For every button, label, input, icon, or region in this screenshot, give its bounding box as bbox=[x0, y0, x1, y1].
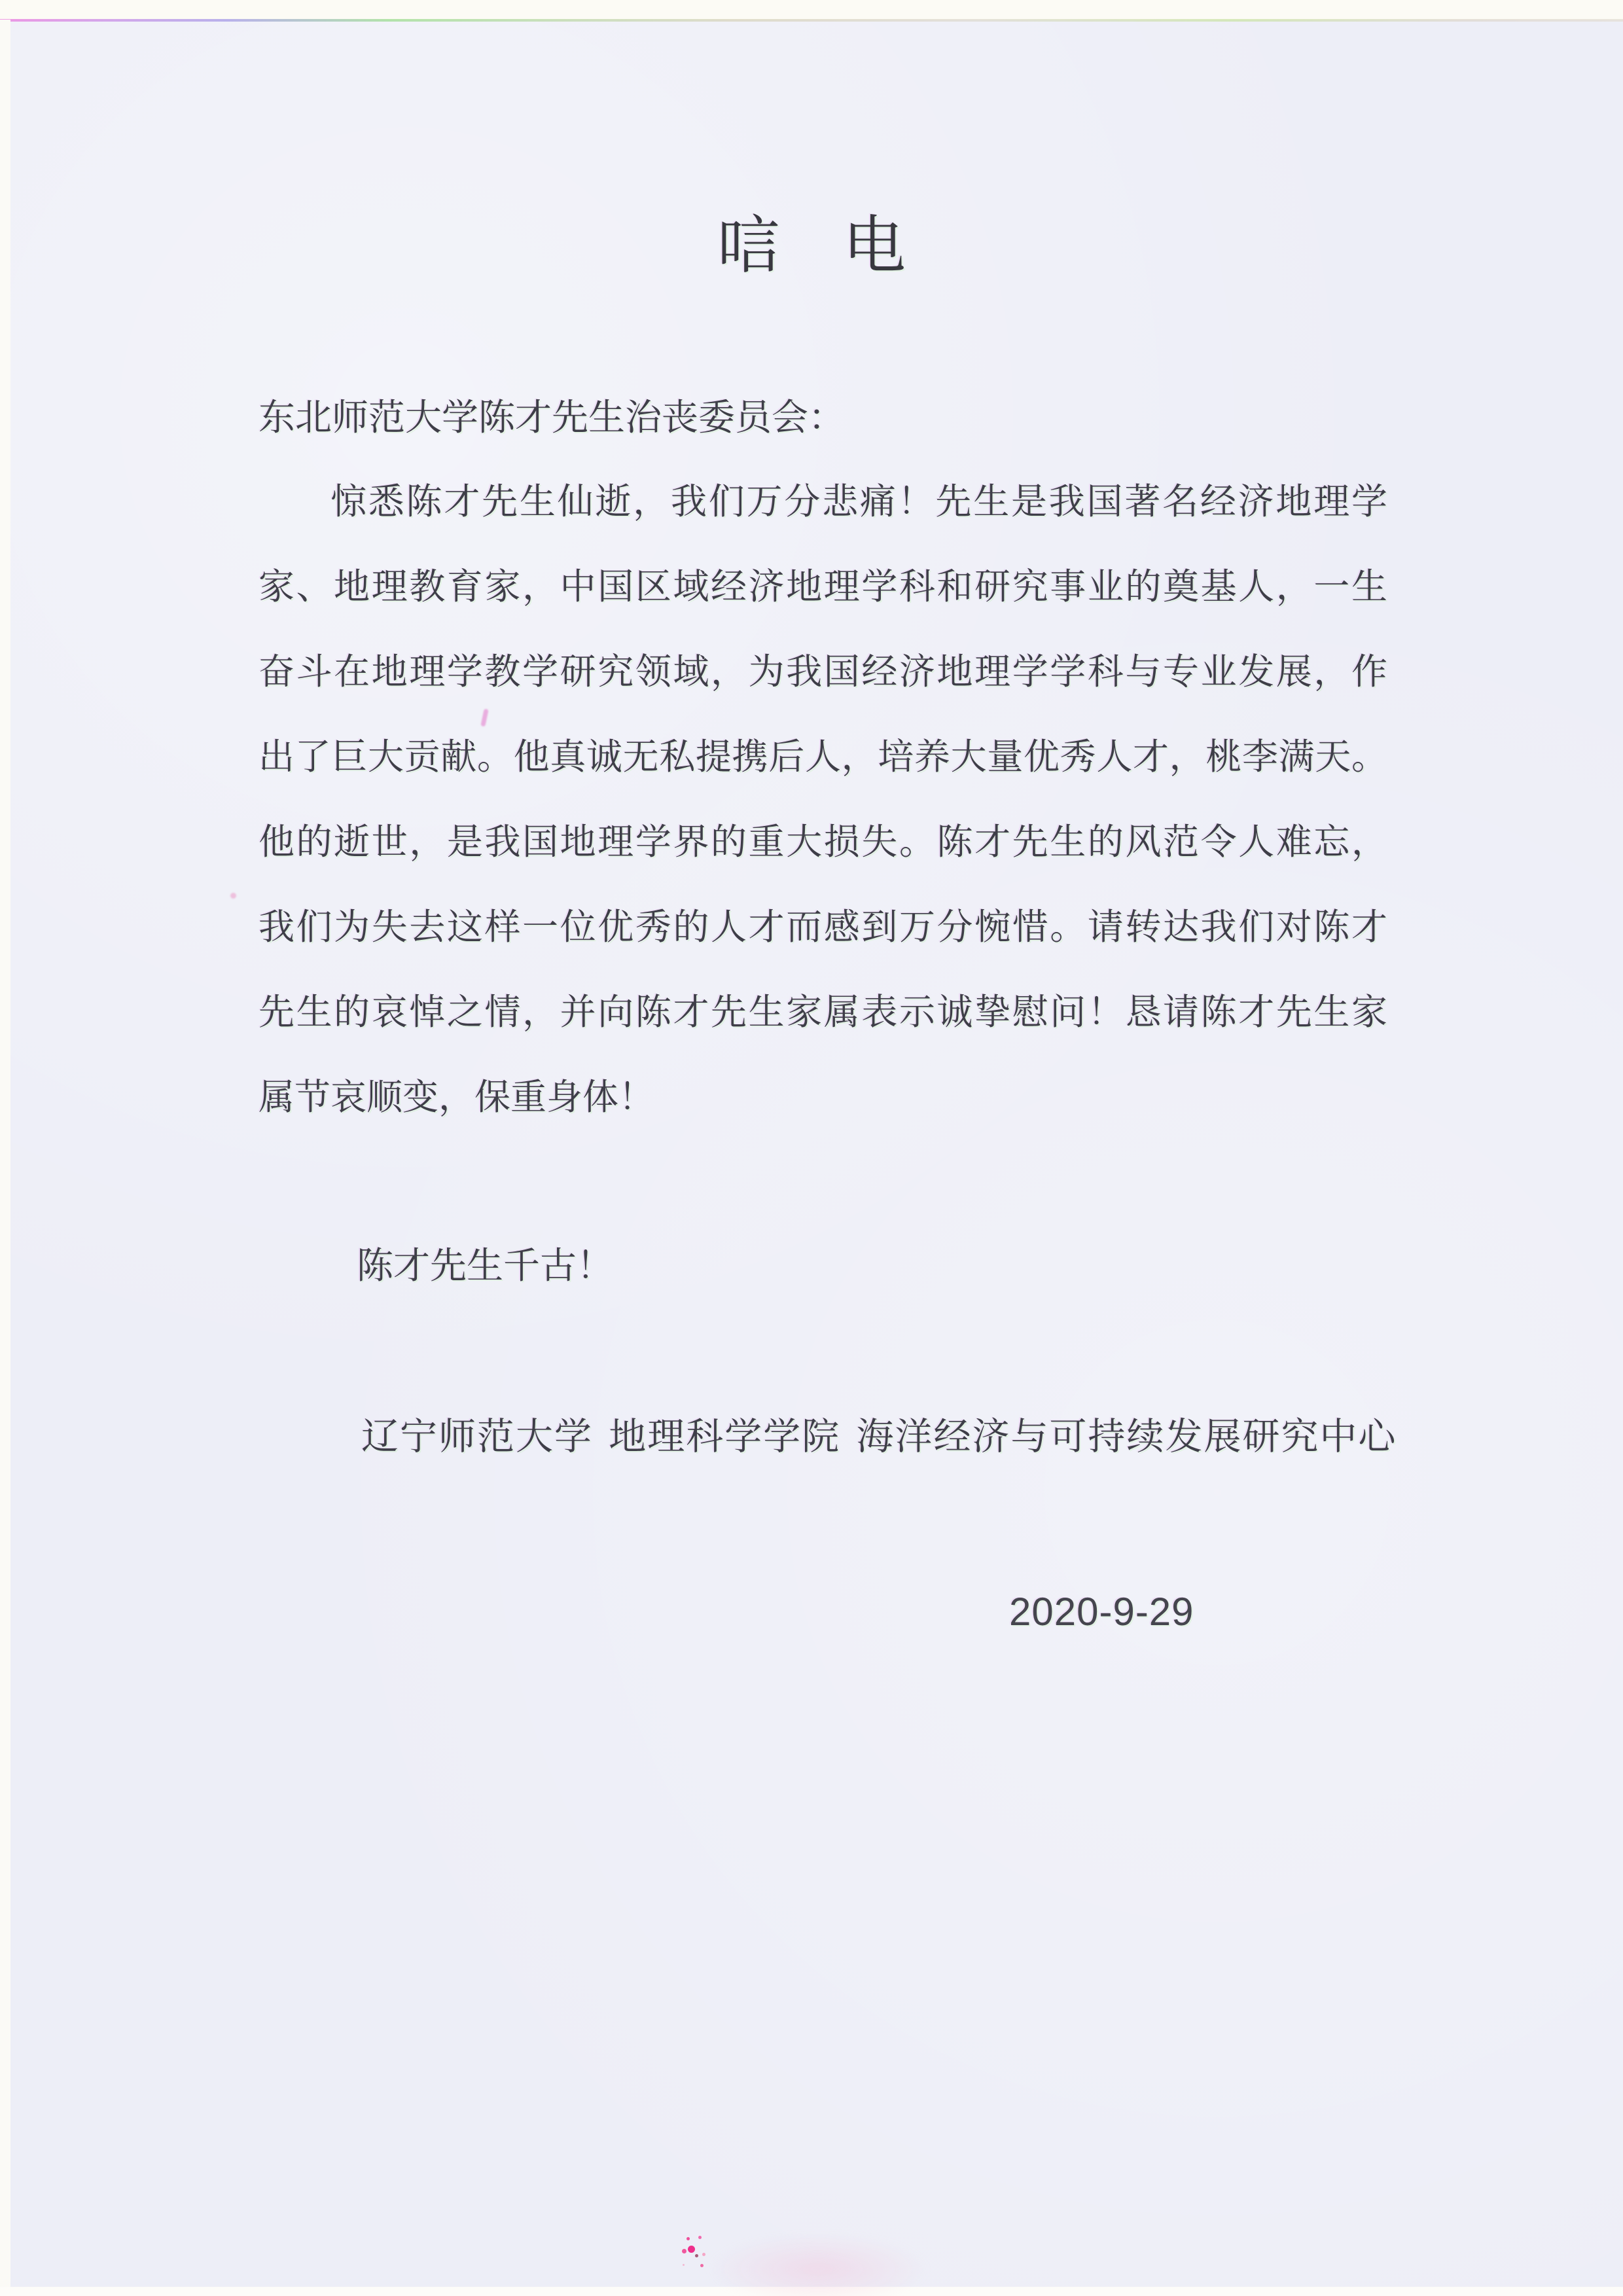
body-line: 他的逝世，是我国地理学界的重大损失。陈才先生的风范令人难忘， bbox=[259, 822, 1387, 862]
body-paragraph bbox=[259, 459, 1387, 1140]
body-line: 我们为失去这样一位优秀的人才而感到万分惋惜。请转达我们对陈才 bbox=[259, 907, 1387, 947]
body-line: 奋斗在地理学教学研究领域，为我国经济地理学学科与专业发展，作 bbox=[259, 652, 1387, 692]
body-line: 惊悉陈才先生仙逝，我们万分悲痛！先生是我国著名经济地理学 bbox=[330, 482, 1387, 522]
body-line: 属节哀顺变，保重身体！ bbox=[259, 1077, 655, 1117]
scan-edge-top bbox=[0, 0, 1623, 20]
body-line: 出了巨大贡献。他真诚无私提携后人，培养大量优秀人才，桃李满天。 bbox=[259, 737, 1387, 777]
scan-edge-left bbox=[0, 20, 10, 2296]
body-line: 家、地理教育家，中国区域经济地理学科和研究事业的奠基人，一生 bbox=[259, 567, 1387, 607]
signature-line: 辽宁师范大学 地理科学学院 海洋经济与可持续发展研究中心 bbox=[361, 1416, 1397, 1458]
ink-speck-cluster bbox=[687, 2237, 690, 2240]
date-line: 2020-9-29 bbox=[1009, 1590, 1194, 1634]
tribute-line: 陈才先生千古！ bbox=[357, 1246, 613, 1287]
body-line: 先生的哀悼之情，并向陈才先生家属表示诚挚慰问！恳请陈才先生家 bbox=[259, 992, 1387, 1032]
salutation-line: 东北师范大学陈才先生治丧委员会： bbox=[259, 398, 845, 439]
scanner-artifact-line bbox=[0, 19, 1623, 22]
pink-speck bbox=[230, 893, 236, 899]
pink-smudge bbox=[707, 2233, 929, 2296]
document-title: 唁 电 bbox=[717, 211, 906, 281]
